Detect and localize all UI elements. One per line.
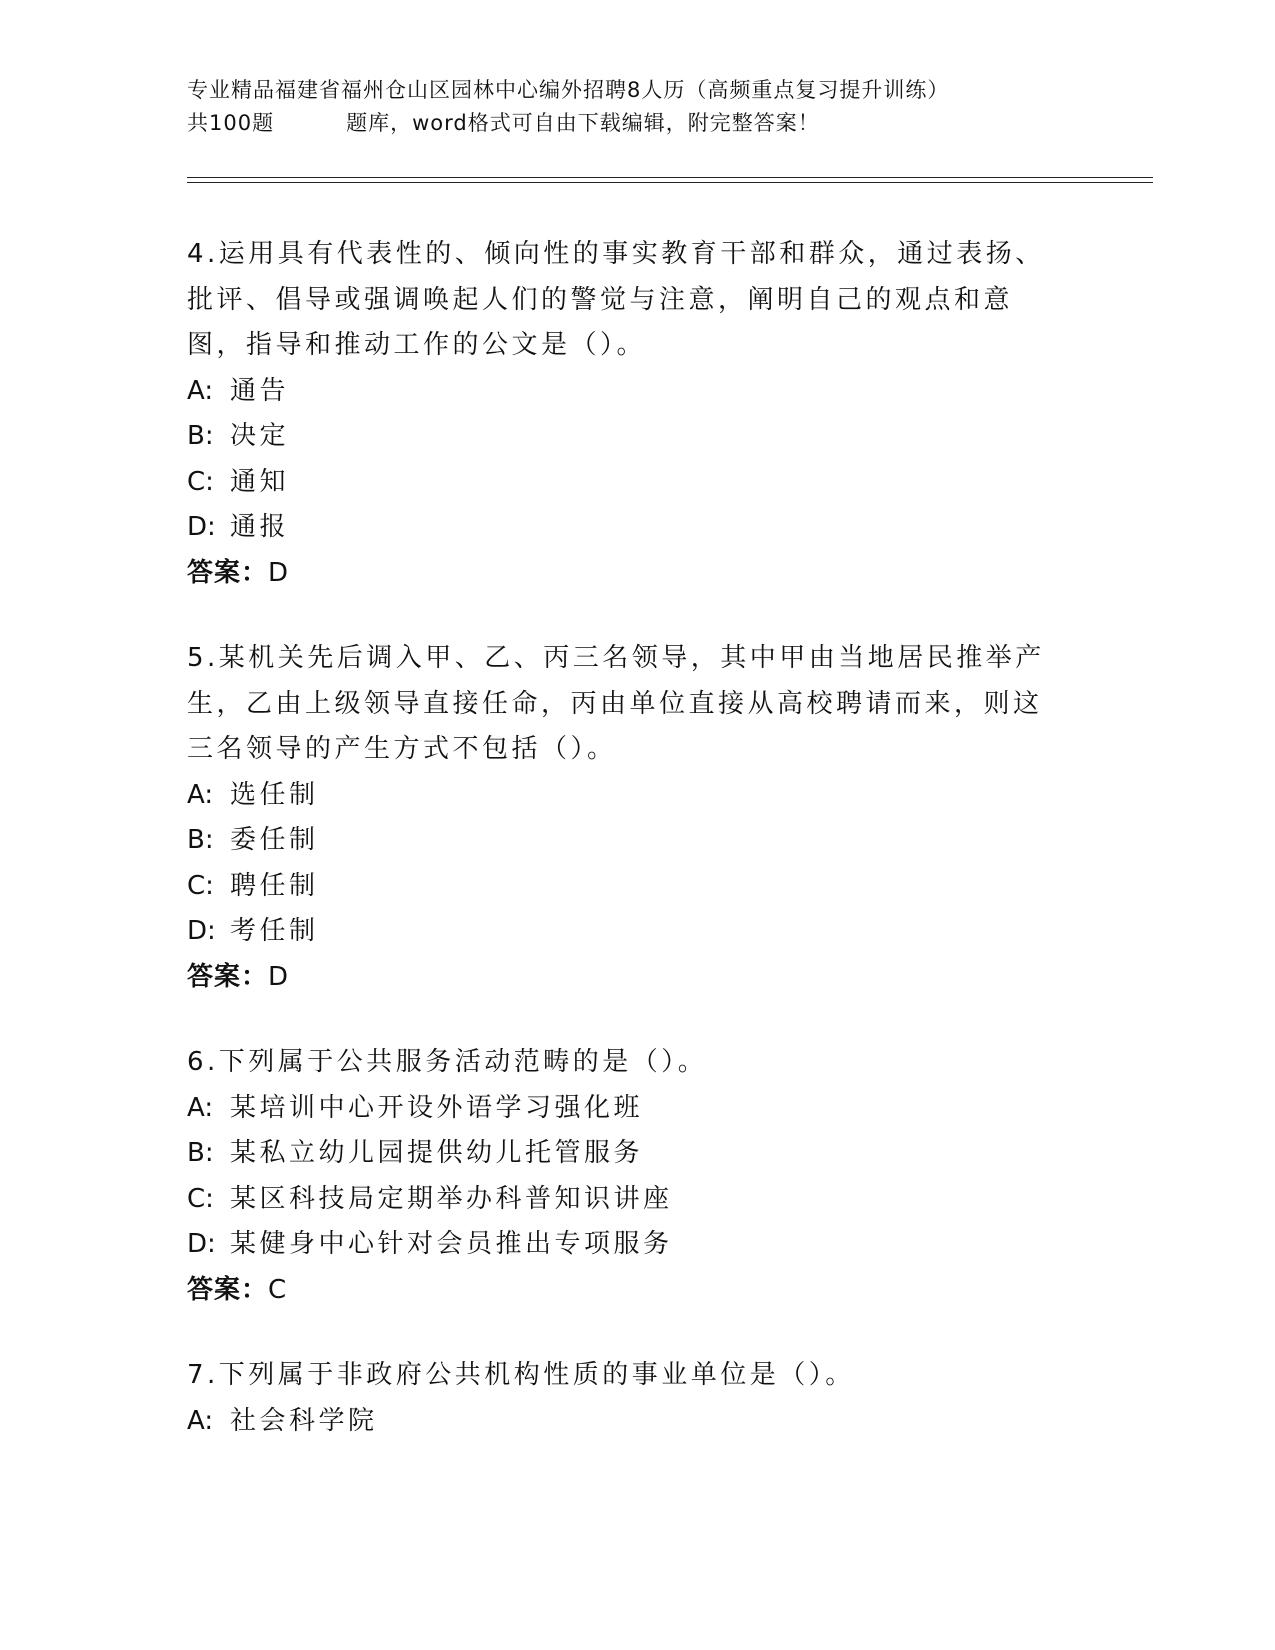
option-key: C: [187, 1183, 214, 1214]
questions-list [187, 232, 1067, 1484]
option-key: A: [187, 1092, 214, 1123]
option-text: 决定 [230, 421, 290, 451]
option-key: B: [187, 1138, 214, 1168]
question-option [187, 773, 1067, 819]
question-option [187, 505, 1067, 551]
question-answer [187, 551, 1067, 597]
header-description: 题库，word格式可自由下载编辑，附完整答案！ [346, 111, 820, 135]
option-key: A: [187, 1405, 214, 1436]
answer-label: 答案： [187, 961, 269, 992]
answer-value: C [268, 1274, 288, 1305]
option-key: C: [187, 870, 214, 901]
option-key: C: [187, 466, 214, 497]
option-text: 通报 [230, 512, 290, 542]
question-text: 5.某机关先后调入甲、乙、丙三名领导，其中甲由当地居民推举产生，乙由上级领导直接任命，丙由单位直接从高校聘请而来，则这三名领导的产生方式不包括（）。 [187, 643, 1045, 764]
option-text: 某私立幼儿园提供幼儿托管服务 [230, 1138, 644, 1168]
option-key: A: [187, 375, 214, 406]
question-item [187, 1353, 1067, 1444]
question-item [187, 636, 1067, 1000]
question-option [187, 414, 1067, 460]
option-text: 聘任制 [230, 870, 319, 901]
question-option [187, 818, 1067, 864]
option-key: B: [187, 421, 214, 451]
option-key: B: [187, 825, 214, 855]
question-option [187, 369, 1067, 415]
option-text: 委任制 [230, 825, 319, 855]
option-text: 某区科技局定期举办科普知识讲座 [230, 1183, 673, 1214]
question-option [187, 1086, 1067, 1132]
header-question-count: 共100题 [187, 111, 275, 135]
question-option [187, 460, 1067, 506]
option-text: 通告 [230, 375, 290, 406]
option-key: D: [187, 512, 216, 542]
answer-label: 答案： [187, 557, 269, 588]
option-text: 某健身中心针对会员推出专项服务 [230, 1229, 673, 1259]
answer-value: D [268, 961, 290, 992]
question-option [187, 1177, 1067, 1223]
option-text: 选任制 [230, 779, 319, 810]
option-text: 社会科学院 [230, 1405, 378, 1436]
option-text: 某培训中心开设外语学习强化班 [230, 1092, 644, 1123]
option-key: D: [187, 916, 216, 946]
answer-value: D [268, 557, 290, 588]
page-header [187, 74, 1067, 140]
header-subtitle-line [187, 107, 1067, 140]
option-text: 通知 [230, 466, 290, 497]
question-text: 4.运用具有代表性的、倾向性的事实教育干部和群众，通过表扬、批评、倡导或强调唤起人们的警觉与注意，阐明自己的观点和意图，指导和推动工作的公文是（）。 [187, 239, 1045, 360]
question-text: 6.下列属于公共服务活动范畴的是（）。 [187, 1047, 708, 1077]
question-answer [187, 1268, 1067, 1314]
question-option [187, 909, 1067, 955]
question-text: 7.下列属于非政府公共机构性质的事业单位是（）。 [187, 1360, 855, 1390]
answer-label: 答案： [187, 1274, 269, 1305]
option-text: 考任制 [230, 916, 319, 946]
question-option [187, 1131, 1067, 1177]
header-divider-top [187, 177, 1153, 178]
question-option [187, 1222, 1067, 1268]
question-item [187, 1040, 1067, 1313]
question-answer [187, 955, 1067, 1001]
option-key: A: [187, 779, 214, 810]
question-option [187, 864, 1067, 910]
header-divider-bottom [187, 182, 1153, 183]
question-item [187, 232, 1067, 596]
header-title-line: 专业精品福建省福州仓山区园林中心编外招聘8人历（高频重点复习提升训练） [187, 78, 950, 102]
option-key: D: [187, 1229, 216, 1259]
question-option [187, 1399, 1067, 1445]
